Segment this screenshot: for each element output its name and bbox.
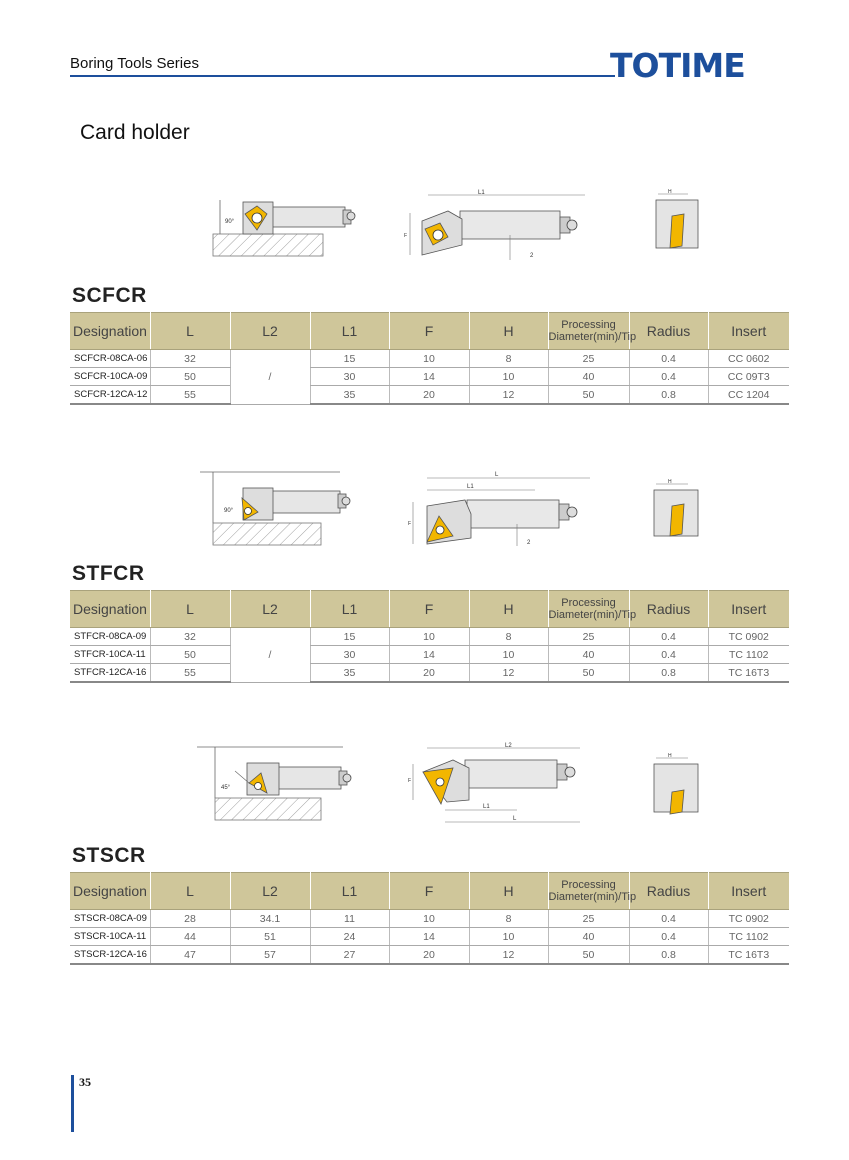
processing-line2: Diameter(min)/Tip	[548, 609, 637, 621]
svg-text:90°: 90°	[225, 219, 235, 225]
table-header-row	[70, 591, 789, 628]
cell-l2: 51	[230, 928, 310, 946]
table-header-row	[70, 873, 789, 910]
stfcr-end-view	[648, 478, 708, 540]
cell-l: 32	[150, 350, 230, 368]
cell-insert: CC 09T3	[708, 368, 789, 386]
cell-l: 47	[150, 946, 230, 965]
cell-radius: 0.4	[629, 910, 708, 928]
cell-radius: 0.4	[629, 646, 708, 664]
svg-text:F: F	[408, 521, 412, 527]
col-header-processing	[548, 873, 637, 910]
cell-l: 32	[150, 628, 230, 646]
brand-logo	[610, 46, 766, 82]
cell-insert: CC 1204	[708, 386, 789, 405]
table-header-row	[70, 313, 789, 350]
cell-l2: /	[230, 350, 310, 405]
svg-text:45°: 45°	[221, 785, 231, 791]
cell-h: 8	[469, 628, 548, 646]
svg-text:2: 2	[530, 253, 534, 259]
col-header-h: H	[469, 873, 548, 910]
cell-h: 10	[469, 368, 548, 386]
cell-radius: 0.8	[629, 386, 708, 405]
cell-l1: 35	[310, 664, 389, 683]
table-row	[70, 646, 789, 664]
cell-h: 8	[469, 910, 548, 928]
table-row	[70, 386, 789, 405]
cell-l1: 24	[310, 928, 389, 946]
cell-h: 12	[469, 386, 548, 405]
series-title-stscr: STSCR	[72, 844, 146, 867]
series-title-stfcr: STFCR	[72, 562, 145, 585]
col-header-designation: Designation	[70, 591, 150, 628]
cell-h: 12	[469, 946, 548, 965]
svg-text:L1: L1	[478, 190, 485, 196]
cell-h: 10	[469, 928, 548, 946]
cell-h: 8	[469, 350, 548, 368]
page-bar	[71, 1075, 74, 1132]
cell-designation: SCFCR-10CA-09	[70, 368, 150, 386]
col-header-l: L	[150, 873, 230, 910]
spec-table-scfcr	[70, 312, 789, 405]
cell-h: 12	[469, 664, 548, 683]
col-header-f: F	[389, 591, 469, 628]
cell-designation: STSCR-08CA-09	[70, 910, 150, 928]
col-header-l: L	[150, 313, 230, 350]
processing-line1: Processing	[561, 879, 616, 891]
header-title: Boring Tools Series	[70, 55, 199, 72]
header-rule	[70, 75, 615, 77]
processing-line1: Processing	[561, 597, 616, 609]
scfcr-end-view	[648, 188, 708, 253]
table-row	[70, 946, 789, 965]
cell-insert: TC 16T3	[708, 946, 789, 965]
cell-radius: 0.4	[629, 350, 708, 368]
cell-radius: 0.4	[629, 928, 708, 946]
cell-f: 14	[389, 646, 469, 664]
cell-l1: 15	[310, 628, 389, 646]
svg-text:L1: L1	[467, 484, 474, 490]
cell-designation: STSCR-10CA-11	[70, 928, 150, 946]
cell-f: 14	[389, 368, 469, 386]
cell-radius: 0.4	[629, 368, 708, 386]
col-header-f: F	[389, 873, 469, 910]
cell-l: 55	[150, 664, 230, 683]
table-row	[70, 928, 789, 946]
cell-l: 55	[150, 386, 230, 405]
cell-l: 50	[150, 646, 230, 664]
col-header-l2: L2	[230, 591, 310, 628]
cell-f: 10	[389, 910, 469, 928]
stscr-application-drawing	[195, 743, 365, 825]
svg-text:F: F	[404, 233, 408, 239]
cell-l: 50	[150, 368, 230, 386]
col-header-h: H	[469, 591, 548, 628]
page-number: 35	[79, 1075, 91, 1089]
cell-l: 28	[150, 910, 230, 928]
table-row	[70, 664, 789, 683]
cell-l1: 30	[310, 646, 389, 664]
cell-insert: TC 0902	[708, 910, 789, 928]
col-header-radius: Radius	[629, 591, 708, 628]
scfcr-dimension-drawing	[400, 185, 600, 265]
series-title-scfcr: SCFCR	[72, 284, 147, 307]
cell-f: 20	[389, 946, 469, 965]
cell-l1: 15	[310, 350, 389, 368]
cell-processing: 25	[548, 350, 629, 368]
cell-f: 20	[389, 386, 469, 405]
col-header-processing	[548, 591, 637, 628]
col-header-radius: Radius	[629, 313, 708, 350]
cell-l1: 11	[310, 910, 389, 928]
cell-processing: 50	[548, 946, 629, 965]
cell-designation: STFCR-12CA-16	[70, 664, 150, 683]
col-header-l2: L2	[230, 313, 310, 350]
svg-text:L: L	[513, 816, 517, 822]
cell-processing: 50	[548, 386, 629, 405]
spec-table-stscr	[70, 872, 789, 965]
cell-f: 10	[389, 628, 469, 646]
svg-text:TOTIME: TOTIME	[610, 46, 745, 82]
col-header-designation: Designation	[70, 313, 150, 350]
col-header-f: F	[389, 313, 469, 350]
cell-l2: /	[230, 628, 310, 683]
cell-insert: CC 0602	[708, 350, 789, 368]
stscr-end-view	[648, 752, 708, 817]
cell-processing: 25	[548, 910, 629, 928]
svg-text:L1: L1	[483, 804, 490, 810]
cell-f: 14	[389, 928, 469, 946]
col-header-insert: Insert	[708, 313, 789, 350]
table-row	[70, 350, 789, 368]
col-header-h: H	[469, 313, 548, 350]
cell-l2: 57	[230, 946, 310, 965]
cell-insert: TC 1102	[708, 646, 789, 664]
col-header-l1: L1	[310, 591, 389, 628]
cell-insert: TC 1102	[708, 928, 789, 946]
spec-table-stfcr	[70, 590, 789, 683]
stfcr-application-drawing	[198, 468, 368, 550]
cell-processing: 40	[548, 928, 629, 946]
svg-text:H: H	[668, 479, 672, 485]
table-row	[70, 368, 789, 386]
cell-radius: 0.8	[629, 664, 708, 683]
cell-h: 10	[469, 646, 548, 664]
cell-processing: 40	[548, 368, 629, 386]
cell-l: 44	[150, 928, 230, 946]
col-header-processing	[548, 313, 637, 350]
col-header-radius: Radius	[629, 873, 708, 910]
cell-radius: 0.8	[629, 946, 708, 965]
cell-designation: STFCR-10CA-11	[70, 646, 150, 664]
table-row	[70, 628, 789, 646]
cell-l1: 35	[310, 386, 389, 405]
processing-line2: Diameter(min)/Tip	[548, 331, 637, 343]
col-header-l: L	[150, 591, 230, 628]
cell-f: 10	[389, 350, 469, 368]
cell-insert: TC 0902	[708, 628, 789, 646]
col-header-designation: Designation	[70, 873, 150, 910]
cell-insert: TC 16T3	[708, 664, 789, 683]
cell-l2: 34.1	[230, 910, 310, 928]
table-row	[70, 910, 789, 928]
svg-text:L: L	[495, 472, 499, 478]
scfcr-application-drawing	[205, 190, 365, 260]
cell-processing: 40	[548, 646, 629, 664]
svg-text:H: H	[668, 189, 672, 195]
processing-line1: Processing	[561, 319, 616, 331]
svg-text:2: 2	[527, 540, 531, 546]
cell-l1: 27	[310, 946, 389, 965]
svg-text:F: F	[408, 778, 412, 784]
stfcr-dimension-drawing	[405, 470, 600, 550]
svg-text:90°: 90°	[224, 508, 234, 514]
col-header-insert: Insert	[708, 591, 789, 628]
cell-processing: 50	[548, 664, 629, 683]
stscr-dimension-drawing	[405, 742, 600, 828]
col-header-l1: L1	[310, 313, 389, 350]
col-header-l2: L2	[230, 873, 310, 910]
section-heading: Card holder	[80, 121, 190, 144]
col-header-l1: L1	[310, 873, 389, 910]
cell-processing: 25	[548, 628, 629, 646]
svg-text:L2: L2	[505, 743, 512, 749]
cell-designation: SCFCR-12CA-12	[70, 386, 150, 405]
cell-designation: SCFCR-08CA-06	[70, 350, 150, 368]
cell-designation: STSCR-12CA-16	[70, 946, 150, 965]
cell-f: 20	[389, 664, 469, 683]
svg-text:H: H	[668, 753, 672, 759]
cell-radius: 0.4	[629, 628, 708, 646]
cell-designation: STFCR-08CA-09	[70, 628, 150, 646]
processing-line2: Diameter(min)/Tip	[548, 891, 637, 903]
cell-l1: 30	[310, 368, 389, 386]
col-header-insert: Insert	[708, 873, 789, 910]
